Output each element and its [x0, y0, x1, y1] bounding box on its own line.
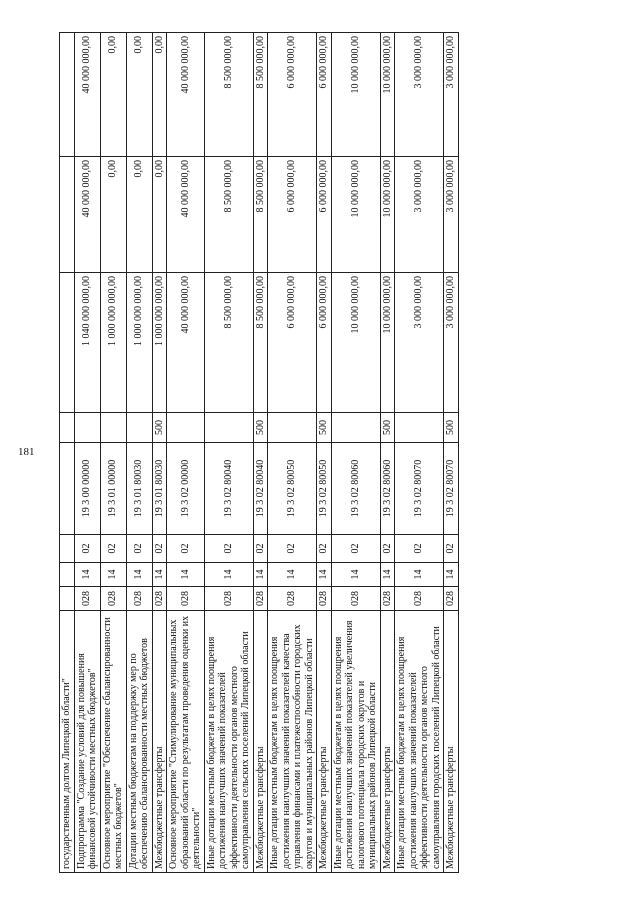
expense-type-code: [167, 413, 205, 443]
subsection-code: 02: [253, 535, 268, 563]
article-code: 19 3 02 80070: [395, 443, 444, 535]
article-code: [60, 443, 75, 535]
article-code: 19 3 01 80030: [126, 443, 152, 535]
article-code: 19 3 00 00000: [74, 443, 100, 535]
admin-code: 028: [167, 587, 205, 611]
sum-year3: 10 000 000,00: [380, 33, 395, 157]
row-name: Иные дотации местным бюджетам в целях поощрения достижения наилучших значений показателей эффективности деятельности органов местного самоуправления сельских поселений Липецкой области: [204, 611, 253, 873]
section-code: [60, 563, 75, 587]
expense-type-code: [204, 413, 253, 443]
sum-year3: 40 000 000,00: [167, 33, 205, 157]
sum-year2: 0,00: [152, 157, 167, 273]
expense-type-code: 500: [444, 413, 459, 443]
sum-year1: [60, 273, 75, 413]
sum-year2: 40 000 000,00: [74, 157, 100, 273]
section-code: 14: [444, 563, 459, 587]
sum-year1: 1 000 000 000,00: [126, 273, 152, 413]
table-row: [152, 33, 167, 873]
article-code: 19 3 01 80030: [152, 443, 167, 535]
article-code: 19 3 02 80040: [253, 443, 268, 535]
sum-year3: 8 500 000,00: [204, 33, 253, 157]
sum-year2: 8 500 000,00: [204, 157, 253, 273]
admin-code: 028: [317, 587, 332, 611]
expense-type-code: [74, 413, 100, 443]
sum-year1: 8 500 000,00: [204, 273, 253, 413]
subsection-code: 02: [204, 535, 253, 563]
section-code: 14: [253, 563, 268, 587]
sum-year2: [60, 157, 75, 273]
section-code: 14: [331, 563, 380, 587]
admin-code: 028: [268, 587, 317, 611]
row-name: Иные дотации местным бюджетам в целях поощрения достижения наилучших значений показателей эффективности деятельности органов местного самоуправления городских поселений Липецкой области: [395, 611, 444, 873]
section-code: 14: [100, 563, 126, 587]
admin-code: 028: [253, 587, 268, 611]
row-name: Подпрограмма "Создание условий для повышения финансовой устойчивости местных бюджетов": [74, 611, 100, 873]
table-row: [204, 33, 253, 873]
admin-code: 028: [331, 587, 380, 611]
article-code: 19 3 02 80040: [204, 443, 253, 535]
row-name: Межбюджетные трансферты: [152, 611, 167, 873]
table-row: [167, 33, 205, 873]
subsection-code: 02: [380, 535, 395, 563]
table-row: [268, 33, 317, 873]
sum-year2: 10 000 000,00: [331, 157, 380, 273]
sum-year2: 40 000 000,00: [167, 157, 205, 273]
article-code: 19 3 02 80060: [331, 443, 380, 535]
row-name: Иные дотации местным бюджетам в целях поощрения достижения наилучших значений показателей качества управления финансами и платежеспособности городских округов и муниципальных районов Липецкой области: [268, 611, 317, 873]
table-row: [253, 33, 268, 873]
subsection-code: 02: [74, 535, 100, 563]
article-code: 19 3 01 00000: [100, 443, 126, 535]
section-code: 14: [152, 563, 167, 587]
sum-year3: [60, 33, 75, 157]
sum-year1: 1 040 000 000,00: [74, 273, 100, 413]
sum-year3: 40 000 000,00: [74, 33, 100, 157]
sum-year2: 3 000 000,00: [395, 157, 444, 273]
section-code: 14: [167, 563, 205, 587]
sum-year2: 10 000 000,00: [380, 157, 395, 273]
section-code: 14: [74, 563, 100, 587]
table-row: [74, 33, 100, 873]
table-row: [60, 33, 75, 873]
subsection-code: 02: [331, 535, 380, 563]
row-name: Межбюджетные трансферты: [444, 611, 459, 873]
article-code: 19 3 02 00000: [167, 443, 205, 535]
sum-year1: 10 000 000,00: [380, 273, 395, 413]
section-code: 14: [380, 563, 395, 587]
sum-year2: 6 000 000,00: [268, 157, 317, 273]
admin-code: 028: [444, 587, 459, 611]
expense-type-code: 500: [317, 413, 332, 443]
expense-type-code: [331, 413, 380, 443]
subsection-code: 02: [395, 535, 444, 563]
table-row: [100, 33, 126, 873]
expense-type-code: [126, 413, 152, 443]
sum-year3: 10 000 000,00: [331, 33, 380, 157]
sum-year1: 3 000 000,00: [444, 273, 459, 413]
table-row: [317, 33, 332, 873]
sum-year1: 40 000 000,00: [167, 273, 205, 413]
expense-type-code: [100, 413, 126, 443]
admin-code: 028: [100, 587, 126, 611]
admin-code: [60, 587, 75, 611]
sum-year1: 6 000 000,00: [317, 273, 332, 413]
expense-type-code: 500: [253, 413, 268, 443]
row-name: Межбюджетные трансферты: [380, 611, 395, 873]
row-name: Межбюджетные трансферты: [317, 611, 332, 873]
sum-year1: 6 000 000,00: [268, 273, 317, 413]
subsection-code: 02: [444, 535, 459, 563]
sum-year2: 3 000 000,00: [444, 157, 459, 273]
section-code: 14: [204, 563, 253, 587]
sum-year3: 8 500 000,00: [253, 33, 268, 157]
subsection-code: 02: [100, 535, 126, 563]
sum-year1: 1 000 000 000,00: [100, 273, 126, 413]
table-row: [395, 33, 444, 873]
expense-type-code: [268, 413, 317, 443]
sum-year1: 3 000 000,00: [395, 273, 444, 413]
sum-year3: 0,00: [126, 33, 152, 157]
admin-code: 028: [204, 587, 253, 611]
sum-year1: 1 000 000 000,00: [152, 273, 167, 413]
admin-code: 028: [380, 587, 395, 611]
table-row: [126, 33, 152, 873]
row-name: Основное мероприятие "Стимулирование муниципальных образований области по результатам проведения оценки их деятельности": [167, 611, 205, 873]
sum-year2: 0,00: [100, 157, 126, 273]
row-name: Межбюджетные трансферты: [253, 611, 268, 873]
sum-year1: 10 000 000,00: [331, 273, 380, 413]
admin-code: 028: [152, 587, 167, 611]
table-row: [331, 33, 380, 873]
article-code: 19 3 02 80070: [444, 443, 459, 535]
subsection-code: 02: [152, 535, 167, 563]
sum-year3: 6 000 000,00: [317, 33, 332, 157]
row-name: государственным долгом Липецкой области": [60, 611, 75, 873]
article-code: 19 3 02 80050: [317, 443, 332, 535]
sum-year3: 6 000 000,00: [268, 33, 317, 157]
subsection-code: 02: [268, 535, 317, 563]
table-row: [380, 33, 395, 873]
sum-year3: 0,00: [100, 33, 126, 157]
subsection-code: 02: [317, 535, 332, 563]
expense-type-code: 500: [152, 413, 167, 443]
subsection-code: 02: [167, 535, 205, 563]
sum-year2: 6 000 000,00: [317, 157, 332, 273]
expense-type-code: [60, 413, 75, 443]
table-body: [60, 33, 459, 873]
budget-table: [59, 32, 459, 873]
sum-year2: 8 500 000,00: [253, 157, 268, 273]
expense-type-code: [395, 413, 444, 443]
admin-code: 028: [74, 587, 100, 611]
expense-type-code: 500: [380, 413, 395, 443]
section-code: 14: [268, 563, 317, 587]
section-code: 14: [395, 563, 444, 587]
table-row: [444, 33, 459, 873]
row-name: Основное мероприятие "Обеспечение сбалансированности местных бюджетов": [100, 611, 126, 873]
row-name: Иные дотации местным бюджетам в целях поощрения достижения наилучших значений показателей увеличения налогового потенциала городских округов и муниципальных районов Липецкой области: [331, 611, 380, 873]
section-code: 14: [126, 563, 152, 587]
subsection-code: [60, 535, 75, 563]
article-code: 19 3 02 80050: [268, 443, 317, 535]
subsection-code: 02: [126, 535, 152, 563]
sum-year1: 8 500 000,00: [253, 273, 268, 413]
page-number: 181: [18, 446, 35, 458]
sum-year3: 3 000 000,00: [395, 33, 444, 157]
admin-code: 028: [126, 587, 152, 611]
sum-year3: 0,00: [152, 33, 167, 157]
article-code: 19 3 02 80060: [380, 443, 395, 535]
sum-year2: 0,00: [126, 157, 152, 273]
admin-code: 028: [395, 587, 444, 611]
budget-table-container: [59, 33, 586, 873]
sum-year3: 3 000 000,00: [444, 33, 459, 157]
section-code: 14: [317, 563, 332, 587]
row-name: Дотации местным бюджетам на поддержку мер по обеспечению сбалансированности местных бюджетов: [126, 611, 152, 873]
